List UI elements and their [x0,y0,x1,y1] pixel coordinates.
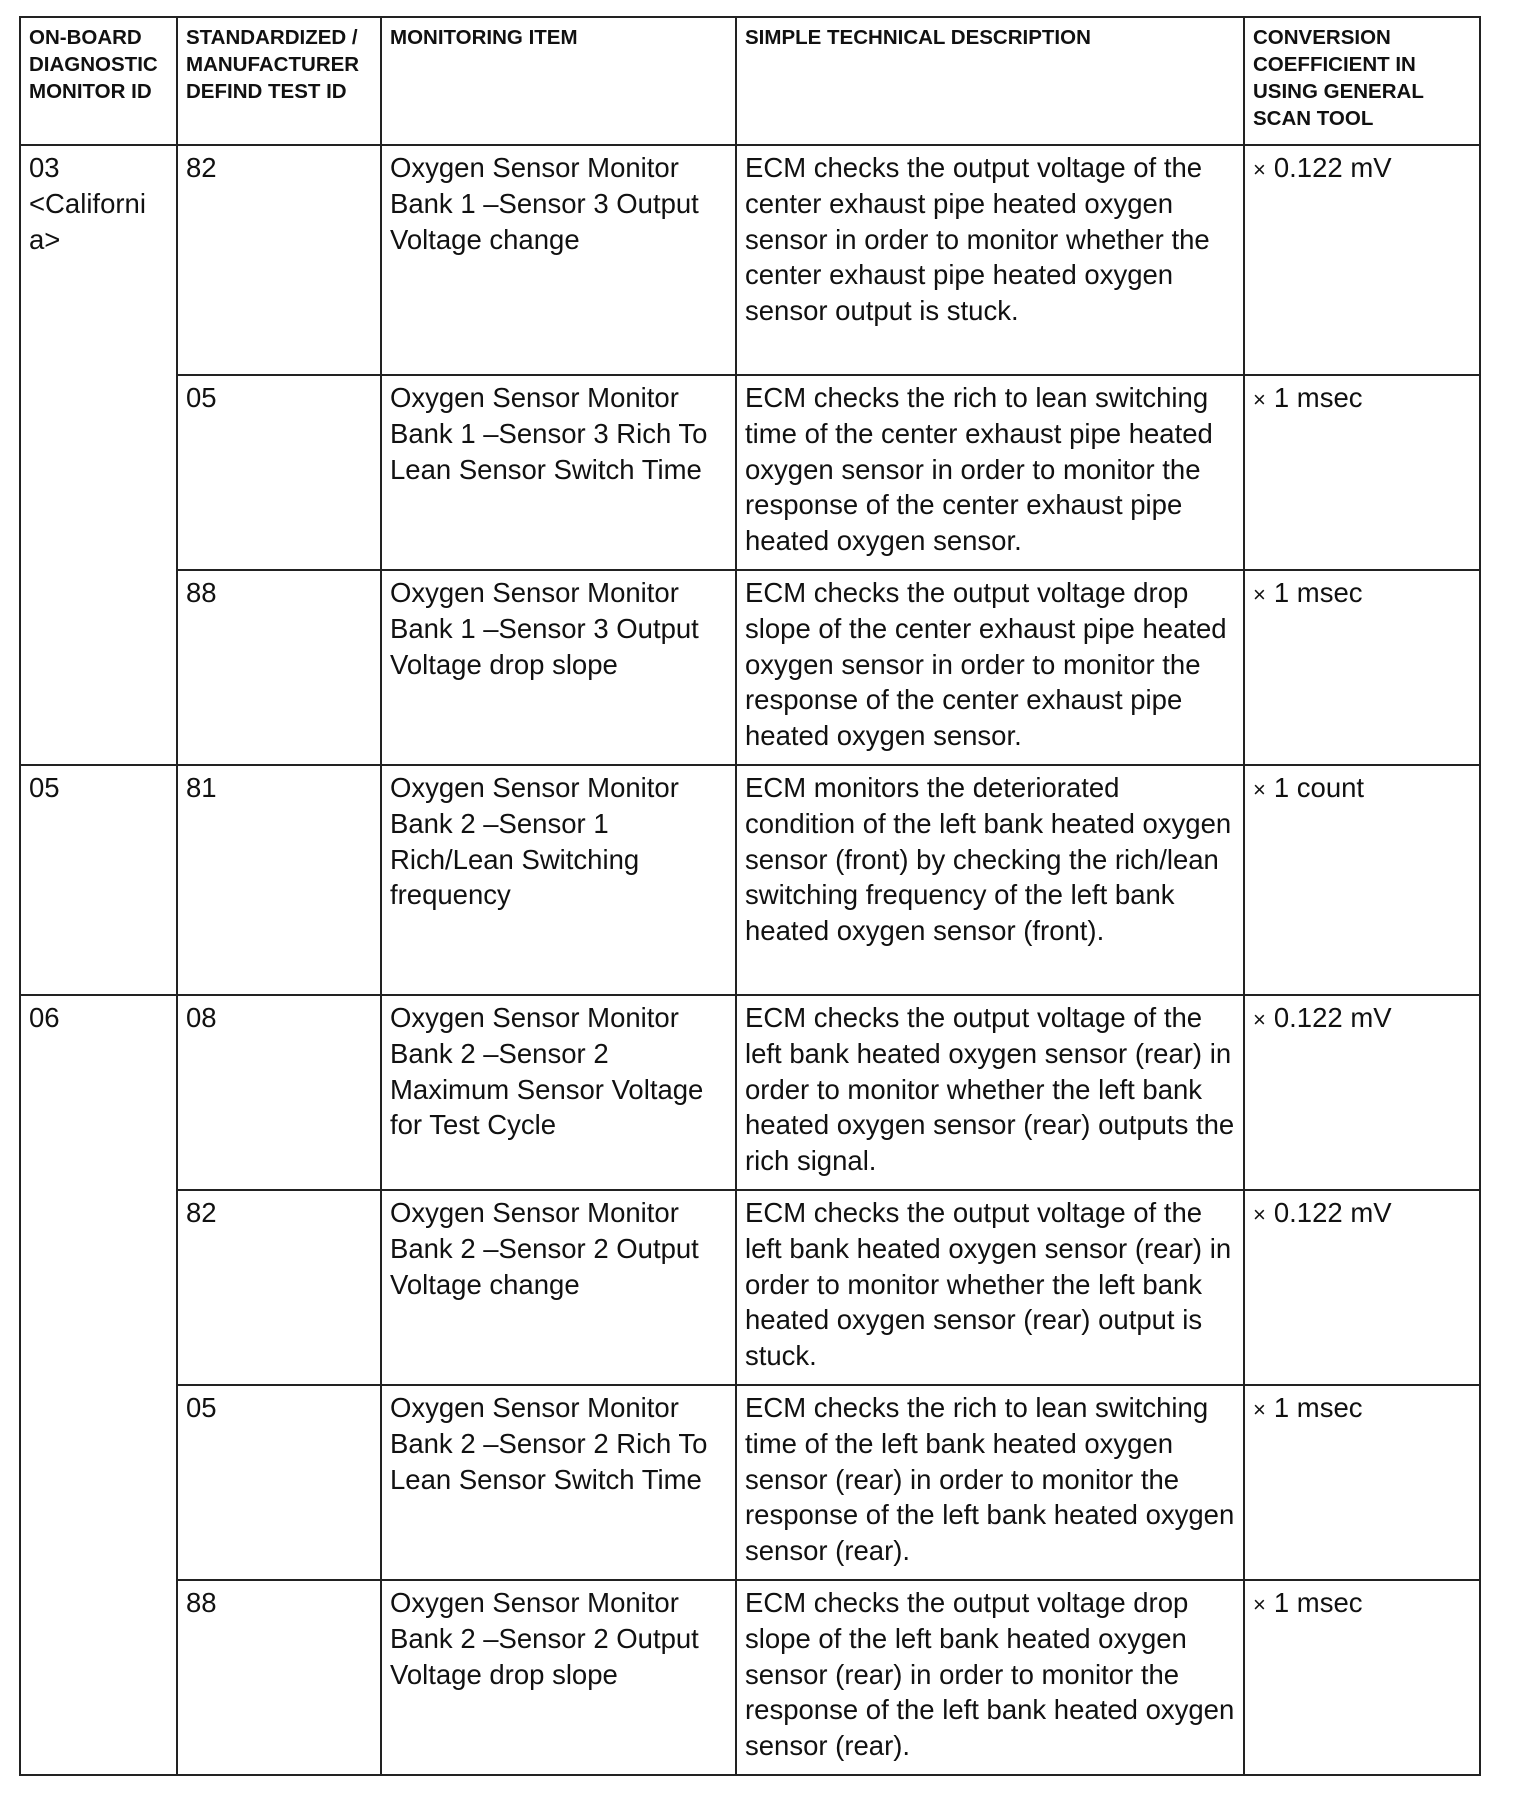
conversion-value: 1 msec [1273,382,1363,413]
monitoring-item-cell: Oxygen Sensor Monitor Bank 2 –Sensor 2 Rich To Lean Sensor Switch Time [381,1385,736,1580]
monitoring-item-cell: Oxygen Sensor Monitor Bank 2 –Sensor 2 Maximum Sensor Voltage for Test Cycle [381,995,736,1190]
test-id-cell: 81 [177,765,381,995]
conversion-cell [1244,995,1480,1190]
table-row [20,1385,1480,1580]
table-row [20,145,1480,375]
multiply-symbol: × [1253,157,1266,182]
multiply-symbol: × [1253,1202,1266,1227]
multiply-symbol: × [1253,1397,1266,1422]
conversion-cell [1244,1385,1480,1580]
description-cell: ECM checks the output voltage drop slope of the left bank heated oxygen sensor (rear) in order to monitor the response of the left bank heated oxygen sensor (rear). [736,1580,1244,1775]
multiply-symbol: × [1253,582,1266,607]
description-cell: ECM checks the rich to lean switching time of the left bank heated oxygen sensor (rear) in order to monitor the response of the left bank heated oxygen sensor (rear). [736,1385,1244,1580]
test-id-cell: 88 [177,1580,381,1775]
monitor-id-cell: 06 [20,995,177,1775]
multiply-symbol: × [1253,777,1266,802]
description-cell: ECM checks the output voltage of the left bank heated oxygen sensor (rear) in order to monitor whether the left bank heated oxygen sensor (rear) output is stuck. [736,1190,1244,1385]
conversion-value: 1 count [1273,772,1365,803]
conversion-value: 0.122 mV [1273,1002,1392,1033]
test-id-cell: 05 [177,375,381,570]
table-row [20,375,1480,570]
test-id-cell: 05 [177,1385,381,1580]
obd-test-table [19,16,1481,1776]
test-id-cell: 82 [177,1190,381,1385]
monitor-id-cell: 03 <Californi a> [20,145,177,765]
table-row [20,570,1480,765]
multiply-symbol: × [1253,387,1266,412]
multiply-symbol: × [1253,1592,1266,1617]
monitoring-item-cell: Oxygen Sensor Monitor Bank 2 –Sensor 1 Rich/Lean Switching frequency [381,765,736,995]
conversion-value: 0.122 mV [1273,1197,1392,1228]
monitoring-item-cell: Oxygen Sensor Monitor Bank 1 –Sensor 3 Rich To Lean Sensor Switch Time [381,375,736,570]
table-row [20,765,1480,995]
monitoring-item-cell: Oxygen Sensor Monitor Bank 2 –Sensor 2 Output Voltage change [381,1190,736,1385]
header-row [20,17,1480,145]
description-cell: ECM checks the output voltage drop slope of the center exhaust pipe heated oxygen sensor in order to monitor the response of the center exhaust pipe heated oxygen sensor. [736,570,1244,765]
monitoring-item-cell: Oxygen Sensor Monitor Bank 1 –Sensor 3 Output Voltage change [381,145,736,375]
conversion-value: 1 msec [1273,1392,1363,1423]
monitor-id-cell: 05 [20,765,177,995]
header-monitoring-item: MONITORING ITEM [381,17,736,145]
header-conversion: CONVERSION COEFFICIENT IN USING GENERAL SCAN TOOL [1244,17,1480,145]
table-row [20,995,1480,1190]
header-monitor-id: ON-BOARD DIAGNOSTIC MONITOR ID [20,17,177,145]
description-cell: ECM monitors the deteriorated condition of the left bank heated oxygen sensor (front) by checking the rich/lean switching frequency of the left bank heated oxygen sensor (front). [736,765,1244,995]
table-row [20,1190,1480,1385]
conversion-value: 1 msec [1273,577,1363,608]
test-id-cell: 08 [177,995,381,1190]
header-description: SIMPLE TECHNICAL DESCRIPTION [736,17,1244,145]
table-row [20,1580,1480,1775]
monitoring-item-cell: Oxygen Sensor Monitor Bank 1 –Sensor 3 Output Voltage drop slope [381,570,736,765]
description-cell: ECM checks the output voltage of the center exhaust pipe heated oxygen sensor in order to monitor whether the center exhaust pipe heated oxygen sensor output is stuck. [736,145,1244,375]
conversion-cell [1244,1190,1480,1385]
description-cell: ECM checks the rich to lean switching time of the center exhaust pipe heated oxygen sensor in order to monitor the response of the center exhaust pipe heated oxygen sensor. [736,375,1244,570]
multiply-symbol: × [1253,1007,1266,1032]
conversion-cell [1244,375,1480,570]
test-id-cell: 88 [177,570,381,765]
conversion-value: 1 msec [1273,1587,1363,1618]
description-cell: ECM checks the output voltage of the left bank heated oxygen sensor (rear) in order to monitor whether the left bank heated oxygen sensor (rear) outputs the rich signal. [736,995,1244,1190]
conversion-cell [1244,765,1480,995]
test-id-cell: 82 [177,145,381,375]
conversion-value: 0.122 mV [1273,152,1392,183]
monitoring-item-cell: Oxygen Sensor Monitor Bank 2 –Sensor 2 Output Voltage drop slope [381,1580,736,1775]
header-test-id: STANDARDIZED / MANUFACTURER DEFIND TEST ID [177,17,381,145]
conversion-cell [1244,1580,1480,1775]
conversion-cell [1244,570,1480,765]
conversion-cell [1244,145,1480,375]
